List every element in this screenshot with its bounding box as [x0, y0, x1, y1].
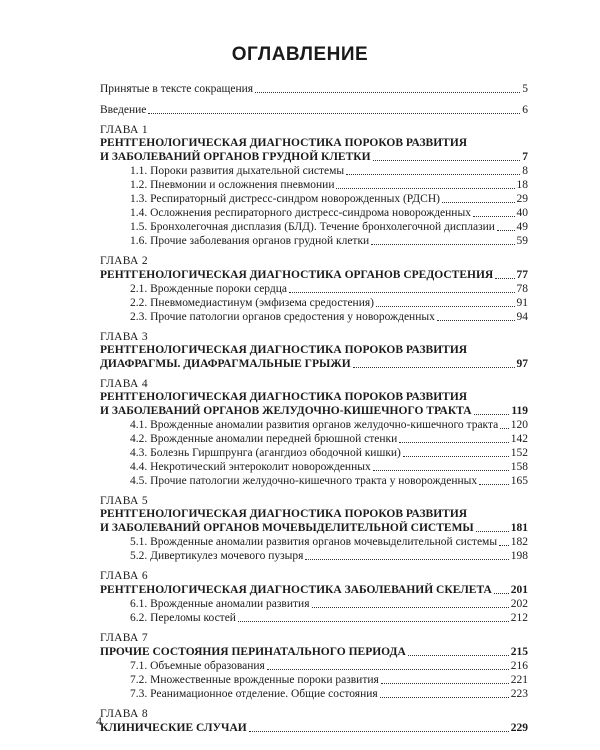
toc-subentry-page: 182 [510, 536, 528, 548]
toc-subentry-text: 1.6. Прочие заболевания органов грудной клетки [130, 235, 370, 247]
dot-leader [497, 229, 515, 231]
dot-leader [399, 441, 508, 443]
toc-subentry [100, 535, 528, 549]
toc-subentry [100, 164, 528, 178]
dot-leader [336, 187, 514, 189]
toc-subentry-text: 7.2. Множественные врожденные пороки развития [130, 674, 379, 686]
chapter-label: ГЛАВА 4 [100, 378, 148, 390]
chapter-title-line: РЕНТГЕНОЛОГИЧЕСКАЯ ДИАГНОСТИКА ПОРОКОВ РАЗВИТИЯ [100, 391, 468, 403]
dot-leader [353, 366, 515, 368]
toc-subentry-page: 152 [510, 447, 528, 459]
dot-leader [442, 201, 515, 203]
page-title: ОГЛАВЛЕНИЕ [231, 44, 369, 65]
chapter-title-text: КЛИНИЧЕСКИЕ СЛУЧАИ [100, 722, 247, 734]
toc-subentry-text: 4.5. Прочие патологии желудочно-кишечного тракта у новорожденных [130, 475, 478, 487]
toc-subentry-text: 1.4. Осложнения респираторного дистресс-синдрома новорожденных [130, 207, 471, 219]
toc-entry-text: Принятые в тексте сокращения [100, 83, 254, 95]
chapter-title-page: 201 [510, 584, 528, 596]
toc-subentry [100, 659, 528, 673]
toc-subentry [100, 549, 528, 563]
chapter-title-page: 229 [510, 722, 528, 734]
toc-subentry [100, 597, 528, 611]
dot-leader [495, 277, 514, 279]
chapter-label: ГЛАВА 3 [100, 331, 148, 343]
dot-leader [474, 413, 510, 415]
toc-subentry-text: 4.1. Врожденные аномалии развития органов желудочно-кишечного тракта [130, 419, 499, 431]
toc-subentry-text: 2.1. Врожденные пороки сердца [130, 283, 288, 295]
chapter-label: ГЛАВА 7 [100, 632, 148, 644]
toc-subentry-page: 49 [516, 221, 528, 233]
toc-entry-page: 6 [522, 104, 528, 116]
chapter-title-page: 97 [516, 358, 528, 370]
chapter-title-text: И ЗАБОЛЕВАНИЙ ОРГАНОВ ГРУДНОЙ КЛЕТКИ [100, 151, 371, 163]
chapter-block [100, 378, 528, 488]
toc-subentry-page: 29 [516, 193, 528, 205]
toc-subentry-page: 202 [510, 598, 528, 610]
toc-subentry-text: 6.2. Переломы костей [130, 612, 236, 624]
chapter-label: ГЛАВА 1 [100, 124, 148, 136]
toc-subentry-text: 1.3. Респираторный дистресс-синдром новорожденных (РДСН) [130, 193, 440, 205]
chapter-title-page: 77 [516, 269, 528, 281]
toc-subentry [100, 282, 528, 296]
toc-subentry-page: 8 [522, 165, 528, 177]
dot-leader [437, 319, 515, 321]
toc-subentry-page: 94 [516, 311, 528, 323]
chapter-title [100, 521, 528, 535]
toc-subentry-text: 4.4. Некротический энтероколит новорожденных [130, 461, 371, 473]
toc-subentry [100, 296, 528, 310]
toc-subentry-page: 158 [510, 461, 528, 473]
toc-subentry [100, 234, 528, 248]
toc-subentry-page: 212 [510, 612, 528, 624]
toc-subentry-page: 40 [516, 207, 528, 219]
chapter-title-text: ПРОЧИЕ СОСТОЯНИЯ ПЕРИНАТАЛЬНОГО ПЕРИОДА [100, 646, 406, 658]
chapter-title-text: ДИАФРАГМЫ. ДИАФРАГМАЛЬНЫЕ ГРЫЖИ [100, 358, 351, 370]
toc-subentry-text: 1.1. Пороки развития дыхательной системы [130, 165, 345, 177]
dot-leader [381, 682, 509, 684]
toc-subentry-page: 78 [516, 283, 528, 295]
toc-subentry-page: 142 [510, 433, 528, 445]
dot-leader [479, 483, 509, 485]
toc-subentry [100, 673, 528, 687]
dot-leader [238, 620, 509, 622]
toc-subentry-text: 1.5. Бронхолегочная дисплазия (БЛД). Течение бронхолегочной дисплазии [130, 221, 495, 233]
dot-leader [346, 173, 520, 175]
toc-subentry [100, 310, 528, 324]
dot-leader [473, 215, 515, 217]
chapter-label: ГЛАВА 5 [100, 495, 148, 507]
toc-subentry-text: 6.1. Врожденные аномалии развития [130, 598, 310, 610]
chapter-title [100, 268, 528, 282]
toc-subentry-page: 198 [510, 550, 528, 562]
toc-subentry [100, 446, 528, 460]
dot-leader [476, 530, 509, 532]
toc-subentry [100, 611, 528, 625]
toc-subentry [100, 687, 528, 701]
toc-subentry [100, 192, 528, 206]
chapter-title-text: И ЗАБОЛЕВАНИЙ ОРГАНОВ ЖЕЛУДОЧНО-КИШЕЧНОГО ТРАКТА [100, 405, 472, 417]
chapter-title [100, 721, 528, 735]
chapter-title-page: 7 [522, 151, 528, 163]
dot-leader [373, 469, 509, 471]
toc-subentry-page: 221 [510, 674, 528, 686]
dot-leader [267, 668, 509, 670]
toc-subentry-text: 7.3. Реанимационное отделение. Общие состояния [130, 688, 378, 700]
dot-leader [380, 696, 509, 698]
chapter-block [100, 708, 528, 735]
dot-leader [373, 159, 521, 161]
toc-subentry-page: 165 [510, 475, 528, 487]
chapter-title-line: РЕНТГЕНОЛОГИЧЕСКАЯ ДИАГНОСТИКА ПОРОКОВ РАЗВИТИЯ [100, 344, 468, 356]
dot-leader [289, 291, 514, 293]
dot-leader [403, 455, 509, 457]
chapter-title-page: 119 [511, 405, 528, 417]
toc-entry-page: 5 [522, 83, 528, 95]
chapter-title [100, 150, 528, 164]
page-number: 4 [96, 714, 102, 728]
toc-subentry [100, 474, 528, 488]
chapter-title-text: РЕНТГЕНОЛОГИЧЕСКАЯ ДИАГНОСТИКА ЗАБОЛЕВАНИЙ СКЕЛЕТА [100, 584, 492, 596]
toc-subentry [100, 206, 528, 220]
chapter-title-line: РЕНТГЕНОЛОГИЧЕСКАЯ ДИАГНОСТИКА ПОРОКОВ РАЗВИТИЯ [100, 137, 468, 149]
toc-entry-text: Введение [100, 104, 147, 116]
toc-subentry-text: 4.3. Болезнь Гиршпрунга (агангдиоз ободочной кишки) [130, 447, 401, 459]
toc-subentry-text: 5.2. Дивертикулез мочевого пузыря [130, 550, 304, 562]
chapter-title [100, 404, 528, 418]
chapter-block [100, 331, 528, 371]
toc-subentry-page: 59 [516, 235, 528, 247]
toc-subentry-text: 5.1. Врожденные аномалии развития органов мочевыделительной системы [130, 536, 498, 548]
table-of-contents [100, 82, 528, 735]
toc-subentry-page: 223 [510, 688, 528, 700]
dot-leader [408, 654, 509, 656]
toc-subentry [100, 418, 528, 432]
chapter-block [100, 255, 528, 324]
chapter-label: ГЛАВА 8 [100, 708, 148, 720]
dot-leader [494, 592, 509, 594]
chapter-block [100, 570, 528, 625]
chapter-block [100, 124, 528, 248]
chapter-title [100, 583, 528, 597]
toc-subentry-text: 4.2. Врожденные аномалии передней брюшной стенки [130, 433, 398, 445]
chapter-title-page: 215 [510, 646, 528, 658]
toc-subentry-page: 91 [516, 297, 528, 309]
dot-leader [249, 730, 509, 732]
chapter-block [100, 632, 528, 701]
dot-leader [312, 606, 509, 608]
chapter-block [100, 495, 528, 563]
toc-subentry-text: 2.2. Пневмомедиастинум (эмфизема средостения) [130, 297, 374, 309]
dot-leader [305, 558, 508, 560]
chapter-title-text: И ЗАБОЛЕВАНИЙ ОРГАНОВ МОЧЕВЫДЕЛИТЕЛЬНОЙ СИСТЕМЫ [100, 522, 474, 534]
toc-entry [100, 103, 528, 117]
chapter-title-text: РЕНТГЕНОЛОГИЧЕСКАЯ ДИАГНОСТИКА ОРГАНОВ СРЕДОСТЕНИЯ [100, 269, 494, 281]
toc-entry [100, 82, 528, 96]
dot-leader [255, 91, 520, 93]
dot-leader [499, 544, 509, 546]
dot-leader [148, 112, 520, 114]
chapter-title [100, 645, 528, 659]
chapter-label: ГЛАВА 6 [100, 570, 148, 582]
chapter-title-line: РЕНТГЕНОЛОГИЧЕСКАЯ ДИАГНОСТИКА ПОРОКОВ РАЗВИТИЯ [100, 508, 468, 520]
toc-subentry-text: 2.3. Прочие патологии органов средостения у новорожденных [130, 311, 435, 323]
toc-subentry [100, 178, 528, 192]
chapter-title [100, 357, 528, 371]
chapter-label: ГЛАВА 2 [100, 255, 148, 267]
dot-leader [500, 427, 508, 429]
toc-subentry-page: 120 [510, 419, 528, 431]
toc-subentry-text: 1.2. Пневмонии и осложнения пневмонии [130, 179, 335, 191]
toc-subentry-text: 7.1. Объемные образования [130, 660, 265, 672]
toc-subentry [100, 432, 528, 446]
toc-subentry-page: 216 [510, 660, 528, 672]
dot-leader [371, 243, 514, 245]
toc-subentry [100, 220, 528, 234]
toc-subentry-page: 18 [516, 179, 528, 191]
dot-leader [376, 305, 515, 307]
toc-subentry [100, 460, 528, 474]
chapter-title-page: 181 [510, 522, 528, 534]
